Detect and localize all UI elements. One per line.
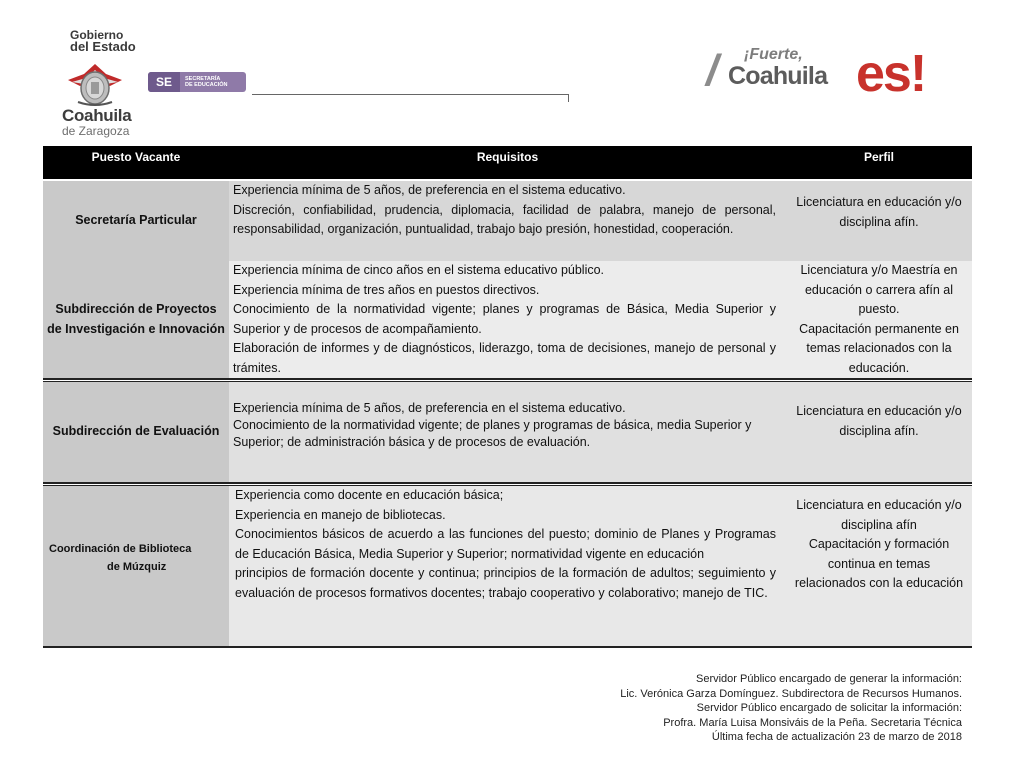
requirement-item: Experiencia como docente en educación básica; — [235, 488, 504, 502]
profile-cell — [786, 486, 972, 646]
requirement-item: Conocimiento de la normatividad vigente; de planes y programas de básica, media Superior y Superior; de administración básica y de procesos de evaluación. — [233, 418, 752, 449]
table-row — [43, 381, 972, 482]
requirement-item: principios de formación docente y continua; principios de la formación de adultos; seguimiento y evaluación de procesos formativos docentes; trabajo cooperativo y colaborativo; manejo de TIC. — [235, 566, 776, 600]
footer-line: Profra. María Luisa Monsiváis de la Peña. Secretaria Técnica — [663, 716, 962, 729]
logo-fuerte: ¡Fuerte, — [744, 46, 803, 63]
gov-title-line1: Gobierno — [70, 28, 124, 42]
gov-title-line2: del Estado — [70, 39, 136, 54]
vacancies-table — [43, 146, 972, 648]
requirement-item: Discreción, confiabilidad, prudencia, diplomacia, facilidad de palabra, manejo de personal, responsabilidad, organización, puntualidad, trabajo bajo presión, honestidad, cooperación. — [233, 202, 776, 237]
table-row — [43, 485, 972, 648]
profile-cell — [786, 181, 972, 261]
se-label: SE — [148, 72, 180, 92]
secretaria-line2: DE EDUCACIÓN — [185, 82, 228, 88]
requirement-item: Elaboración de informes y de diagnósticos, liderazgo, toma de decisiones, manejo de personal y trámites. — [233, 341, 776, 375]
se-secretaria-badge — [148, 72, 246, 92]
profile-item: Licenciatura en educación y/o disciplina afín. — [796, 195, 962, 229]
zaragoza-name: de Zaragoza — [62, 124, 130, 138]
requirement-item: Experiencia mínima de cinco años en el sistema educativo público. — [233, 263, 605, 277]
profile-item: Licenciatura en educación y/o disciplina afín — [796, 498, 962, 532]
requirement-item: Conocimientos básicos de acuerdo a las funciones del puesto; dominio de Planes y Programas de Educación Básica, Media Superior y Superior; normatividad vigente en educación — [235, 527, 776, 561]
gov-title — [70, 30, 136, 52]
logo-es: es! — [856, 45, 926, 103]
position-cell — [43, 486, 229, 646]
table-row — [43, 261, 972, 378]
requirements-cell — [229, 181, 786, 261]
profile-item: Licenciatura en educación y/o disciplina afín. — [796, 404, 962, 438]
requirements-cell — [229, 261, 786, 378]
coahuila-name: Coahuila — [62, 106, 132, 125]
profile-item: Capacitación y formación continua en temas relacionados con la educación — [794, 537, 964, 591]
header-divider-tick — [568, 94, 569, 102]
profile-item: Capacitación permanente en temas relacionados con la educación. — [799, 321, 959, 375]
table-header-row — [43, 146, 972, 179]
requirement-item: Experiencia mínima de 5 años, de preferencia en el sistema educativo. — [233, 183, 626, 197]
position-cell: Subdirección de Proyectos de Investigación e Innovación — [43, 261, 229, 378]
fuerte-coahuila-es-logo — [706, 42, 946, 112]
column-header-requisitos: Requisitos — [476, 150, 539, 164]
state-crest-icon — [64, 58, 126, 108]
requirement-item: Experiencia mínima de tres años en puestos directivos. — [233, 282, 540, 297]
footer-line: Servidor Público encargado de solicitar la información: — [696, 702, 962, 714]
secretaria-line1: SECRETARÍA — [185, 76, 221, 82]
position-cell: Subdirección de Evaluación — [43, 382, 229, 482]
secretaria-label — [180, 76, 227, 88]
profile-cell — [786, 261, 972, 378]
requirements-cell — [229, 486, 786, 646]
profile-item: Licenciatura y/o Maestría en educación o carrera afín al puesto. — [800, 263, 958, 317]
requirement-item: Conocimiento de la normatividad vigente; planes y programas de Básica, Media Superior y Superior y de procesos de acompañamiento. — [233, 302, 776, 336]
footer-line: Servidor Público encargado de generar la información: — [696, 673, 962, 685]
position-line1: Coordinación de Biblioteca — [49, 543, 192, 555]
position-cell: Secretaría Particular — [43, 181, 229, 261]
logo-slash: / — [706, 46, 719, 95]
column-header-puesto: Puesto Vacante — [91, 150, 181, 164]
gobierno-coahuila-logo — [50, 30, 250, 136]
table-row — [43, 181, 972, 261]
footer-credits — [620, 672, 962, 745]
requirement-item: Experiencia mínima de 5 años, de preferencia en el sistema educativo. — [233, 401, 626, 415]
footer-line: Lic. Verónica Garza Domínguez. Subdirectora de Recursos Humanos. — [620, 687, 962, 700]
requirements-cell — [229, 382, 786, 482]
position-line2: de Múzquiz — [107, 561, 167, 573]
profile-cell — [786, 382, 972, 482]
requirement-item: Experiencia en manejo de bibliotecas. — [235, 507, 446, 522]
logo-coahuila: Coahuila — [728, 62, 828, 90]
header-divider — [252, 94, 569, 95]
row-separator — [43, 482, 972, 484]
footer-line: Última fecha de actualización 23 de marzo de 2018 — [711, 731, 962, 743]
column-header-perfil: Perfil — [863, 150, 894, 164]
